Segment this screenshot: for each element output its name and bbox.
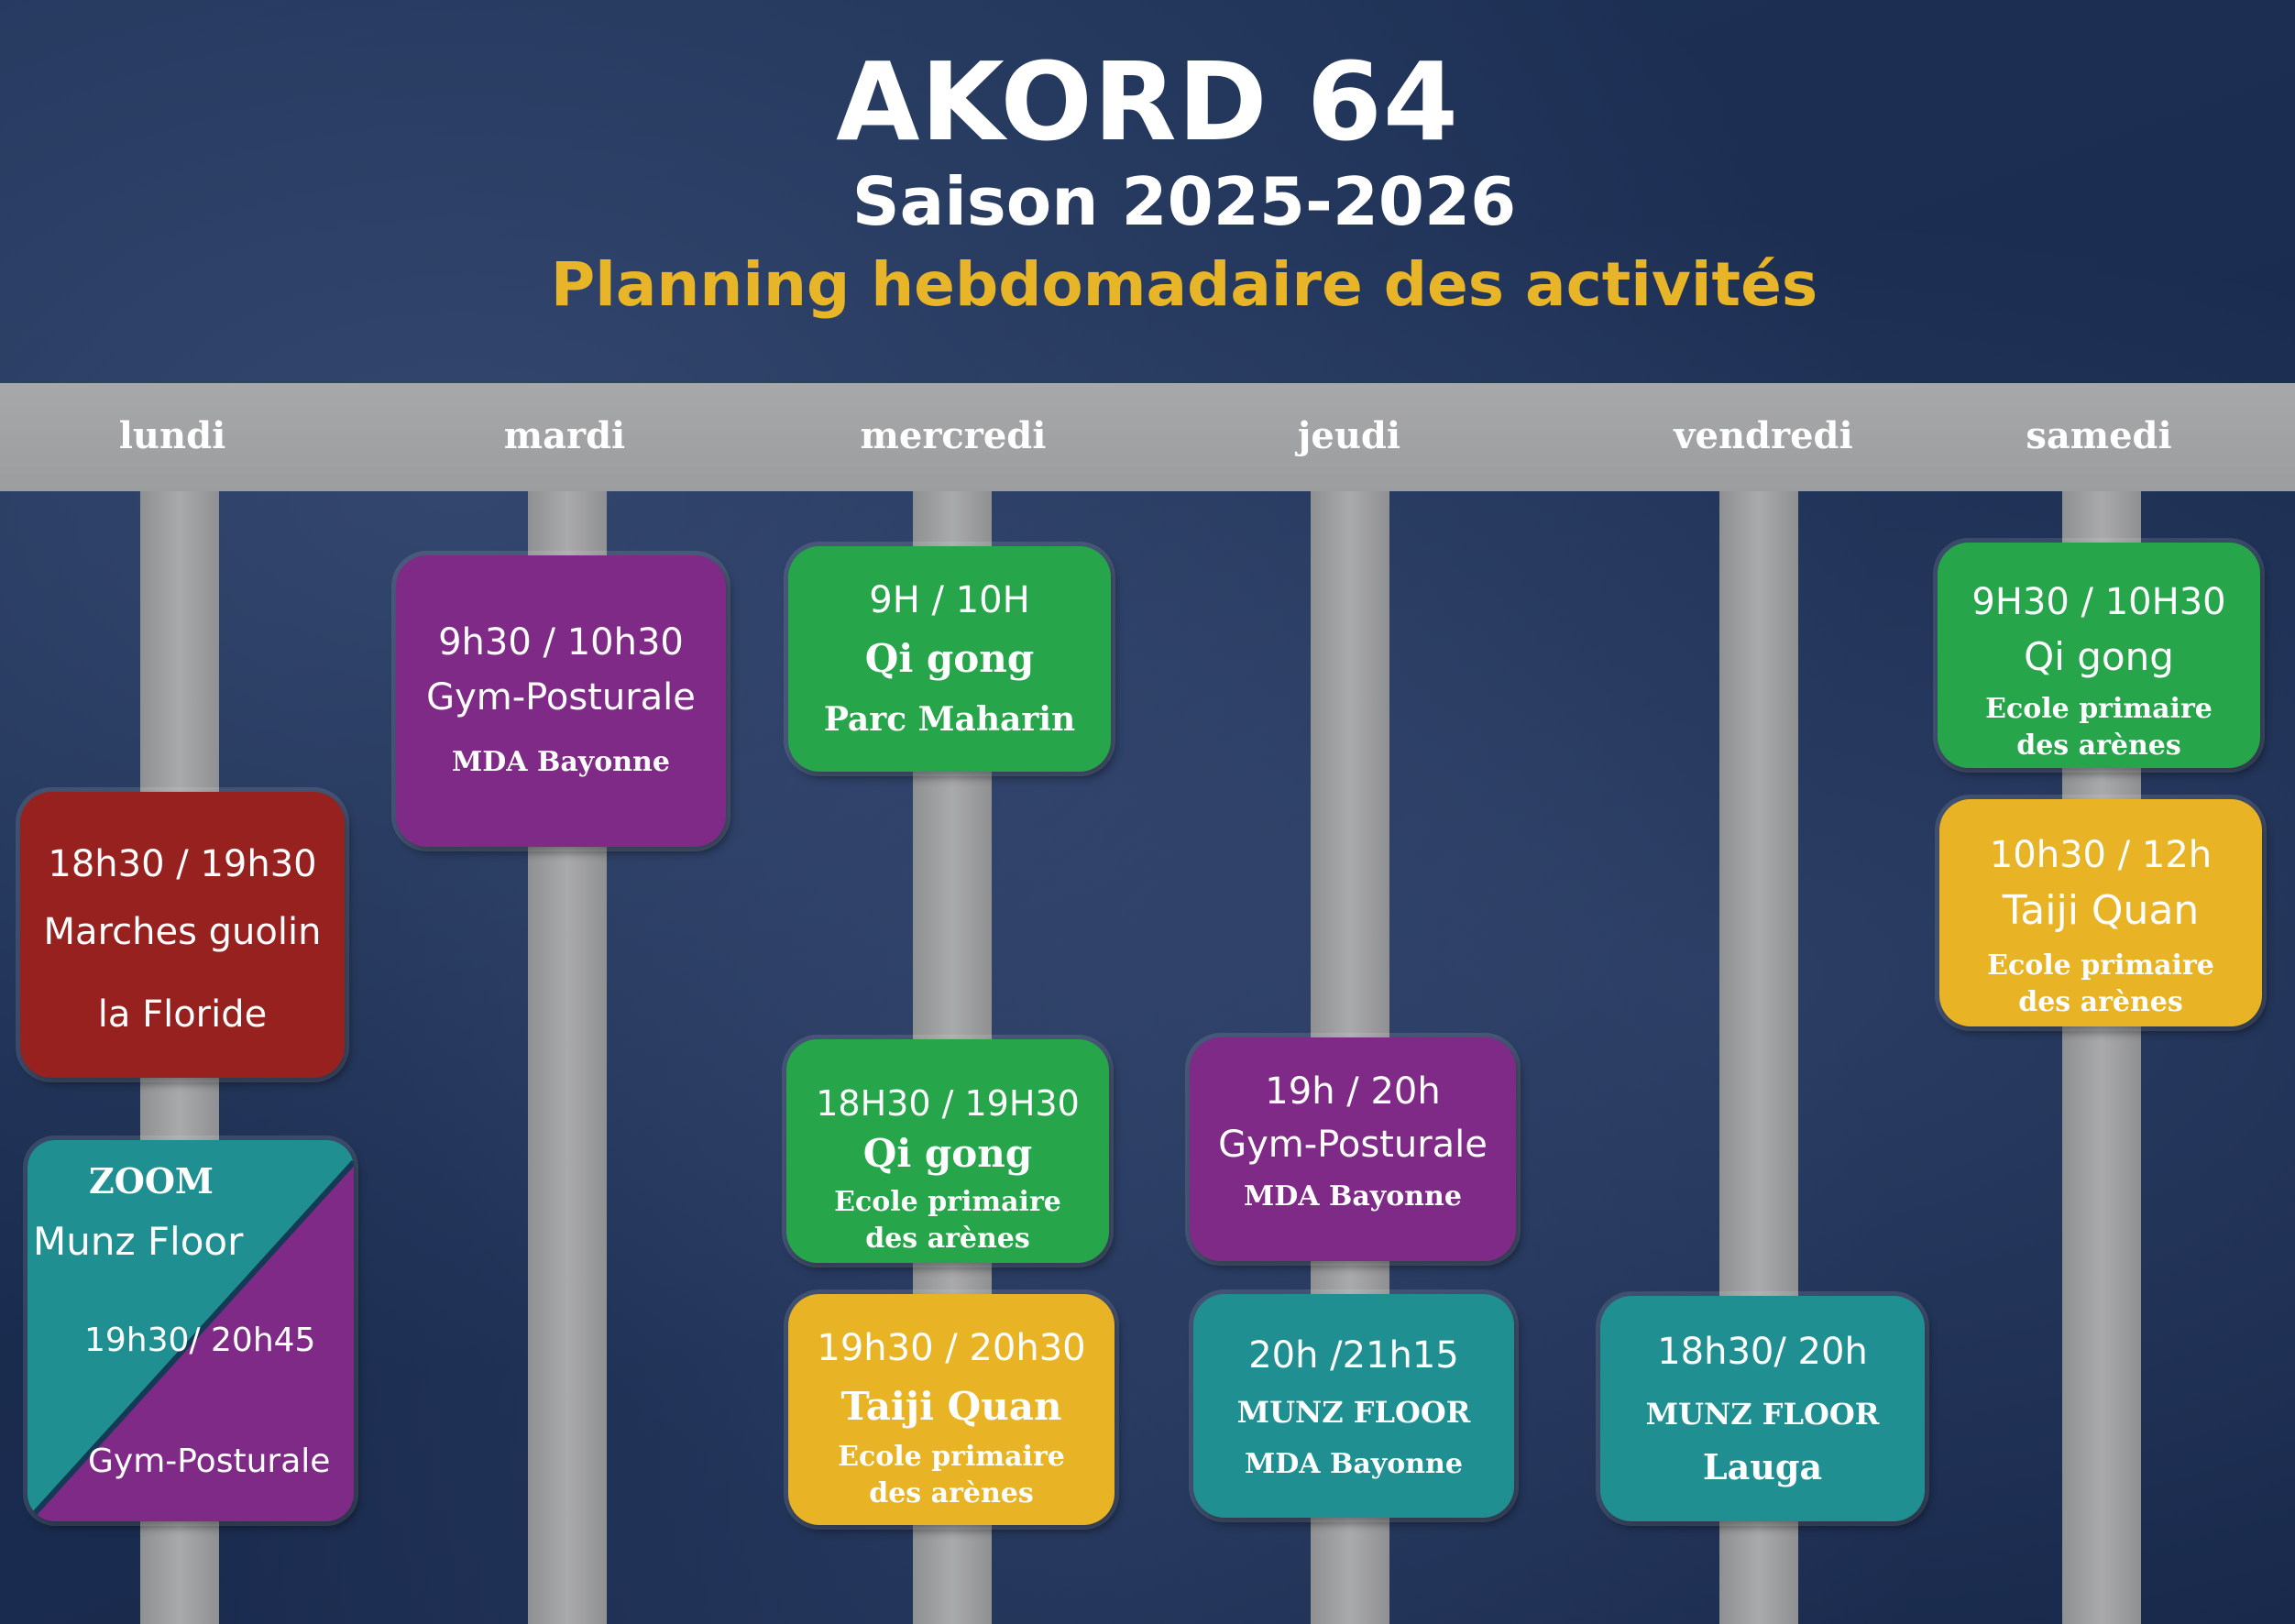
activity-place-line2: des arènes xyxy=(2016,730,2181,762)
day-mercredi: mercredi xyxy=(860,414,1047,457)
activity-place: Parc Maharin xyxy=(823,700,1076,739)
activity-time: 9h30 / 10h30 xyxy=(438,621,684,664)
split-time: 19h30/ 20h45 xyxy=(84,1322,316,1359)
activity-card-munz-floor-vendredi xyxy=(1600,1296,1925,1521)
activity-place: MDA Bayonne xyxy=(1245,1448,1463,1480)
page-subtitle: Planning hebdomadaire des activités xyxy=(550,249,1818,320)
activity-name: Gym-Posturale xyxy=(1218,1124,1488,1166)
activity-card-qi-gong-mercredi-am xyxy=(788,546,1111,772)
activity-place: MDA Bayonne xyxy=(452,746,670,778)
activity-card-qi-gong-mercredi-pm xyxy=(786,1039,1109,1263)
activity-time: 18H30 / 19H30 xyxy=(816,1083,1080,1124)
activity-card-gym-posturale-jeudi xyxy=(1190,1037,1516,1261)
activity-card-munz-gym-split xyxy=(27,1140,354,1521)
activity-name: Taiji Quan xyxy=(840,1384,1062,1429)
activity-time: 19h / 20h xyxy=(1265,1070,1441,1113)
activity-place-line1: Ecole primaire xyxy=(1985,693,2213,725)
activity-place-line2: des arènes xyxy=(869,1477,1034,1509)
activity-place: la Floride xyxy=(97,993,268,1036)
activity-place-line1: Ecole primaire xyxy=(1987,949,2214,982)
activity-name: Qi gong xyxy=(864,636,1035,681)
activity-card-marches-guolin xyxy=(20,792,345,1078)
activity-card-taiji-quan-mercredi xyxy=(788,1294,1115,1525)
activity-time: 20h /21h15 xyxy=(1248,1334,1459,1377)
activity-time: 9H / 10H xyxy=(869,579,1030,621)
activity-place-line1: Ecole primaire xyxy=(838,1441,1065,1473)
activity-time: 18h30/ 20h xyxy=(1657,1331,1868,1373)
activity-card-munz-floor-jeudi xyxy=(1193,1294,1514,1518)
page-title: AKORD 64 xyxy=(836,38,1459,165)
activity-name: Taiji Quan xyxy=(2002,887,2200,934)
munz-floor-label: Munz Floor xyxy=(33,1219,244,1264)
day-samedi: samedi xyxy=(2026,414,2172,457)
activity-card-gym-posturale-mardi xyxy=(396,555,726,847)
day-jeudi: jeudi xyxy=(1297,414,1401,457)
activity-place: MDA Bayonne xyxy=(1244,1180,1462,1213)
activity-time: 19h30 / 20h30 xyxy=(817,1327,1086,1369)
activity-name: Qi gong xyxy=(862,1131,1033,1176)
activity-place-line1: Ecole primaire xyxy=(834,1186,1061,1218)
activity-name: Qi gong xyxy=(2024,634,2174,679)
activity-time: 10h30 / 12h xyxy=(1989,834,2213,876)
activity-name: Marches guolin xyxy=(43,911,322,953)
days-bar xyxy=(0,383,2295,491)
activity-name: Gym-Posturale xyxy=(426,676,696,719)
activity-card-qi-gong-samedi xyxy=(1938,543,2260,768)
activity-time: 18h30 / 19h30 xyxy=(48,843,317,885)
activity-name: MUNZ FLOOR xyxy=(1645,1397,1880,1432)
day-lundi: lundi xyxy=(118,414,226,457)
activity-time: 9H30 / 10H30 xyxy=(1971,581,2226,623)
season-label: Saison 2025-2026 xyxy=(851,163,1517,240)
day-mardi: mardi xyxy=(503,414,626,457)
activity-place-line2: des arènes xyxy=(2018,986,2183,1018)
activity-name: MUNZ FLOOR xyxy=(1236,1395,1471,1430)
gym-posturale-label: Gym-Posturale xyxy=(88,1443,331,1480)
day-vendredi: vendredi xyxy=(1674,414,1853,457)
activity-place-line2: des arènes xyxy=(865,1223,1030,1255)
zoom-label: ZOOM xyxy=(88,1160,214,1202)
activity-card-taiji-quan-samedi xyxy=(1939,799,2262,1026)
activity-place: Lauga xyxy=(1702,1446,1823,1487)
